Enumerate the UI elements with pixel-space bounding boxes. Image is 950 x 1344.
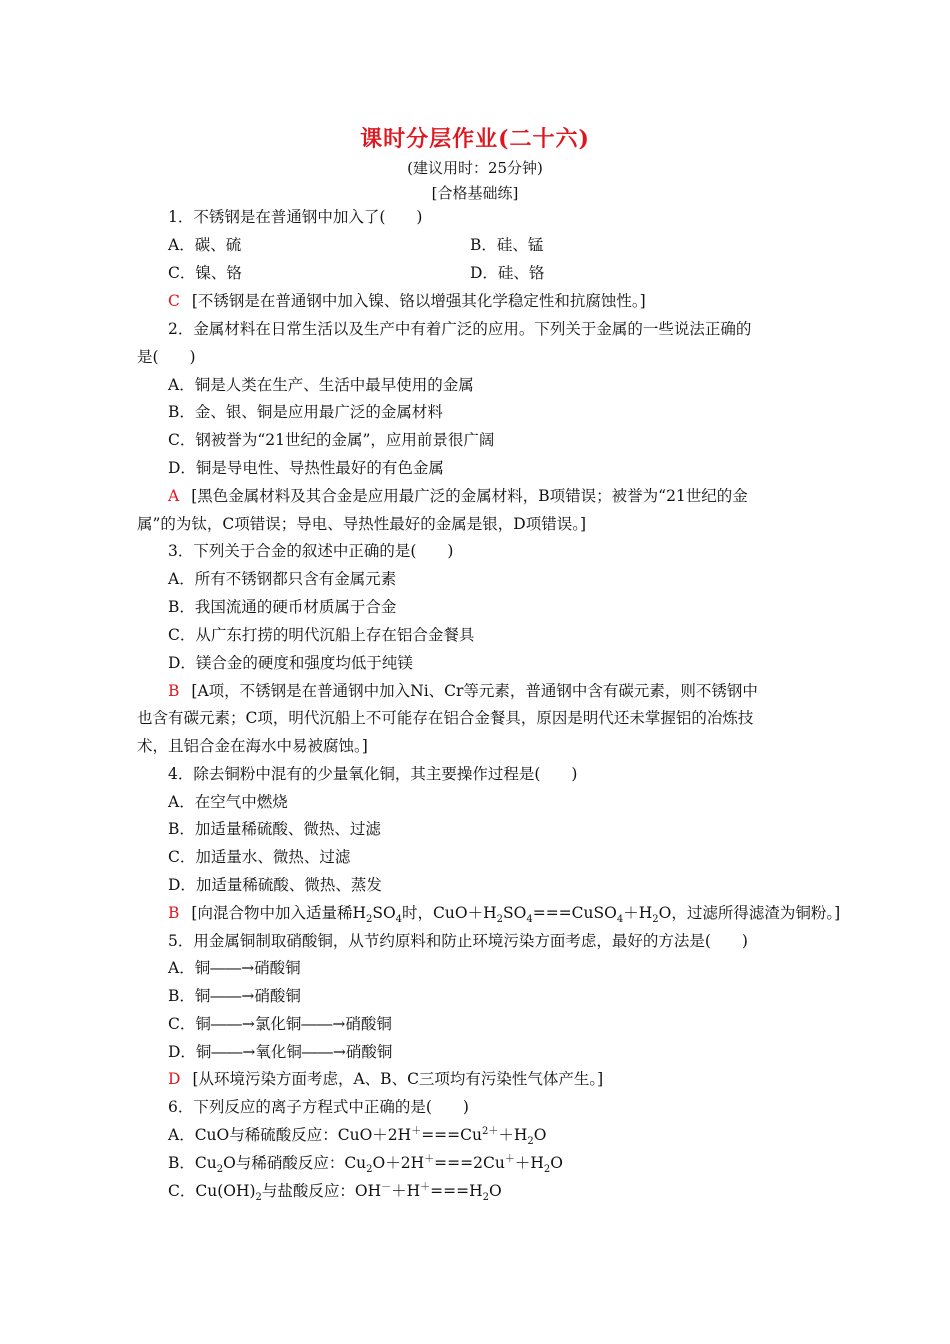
q5-answer-line (168, 1069, 603, 1089)
q5-option-d: D．铜――→氧化铜――→硝酸铜 (168, 1043, 393, 1061)
q3-option-b: B．我国流通的硬币材质属于合金 (168, 598, 397, 616)
q1-option-a: A．碳、硫 (168, 236, 242, 254)
q3-explanation-line1: [A项，不锈钢是在普通钢中加入Ni、Cr等元素，普通钢中含有碳元素，则不锈钢中 (191, 682, 758, 700)
q2-answer: A (168, 487, 180, 505)
q1-option-c: C．镍、铬 (168, 264, 242, 282)
q4-stem: 4．除去铜粉中混有的少量氧化铜，其主要操作过程是( ) (168, 765, 578, 783)
q1-option-d: D．硅、铬 (470, 264, 545, 282)
q5-answer: D (168, 1070, 181, 1088)
q6-stem: 6．下列反应的离子方程式中正确的是( ) (168, 1098, 469, 1116)
q2-option-a: A．铜是人类在生产、生活中最早使用的金属 (168, 376, 474, 394)
time-suggestion: (建议用时：25分钟) (407, 159, 543, 177)
q4-explanation: [向混合物中加入适量稀$H_2SO_4$时，$CuO+H_2SO_4===CuSO_4+H_2O$，过滤所得滤渣为铜粉。] (191, 904, 841, 926)
q2-option-d: D．铜是导电性、导热性最好的有色金属 (168, 459, 444, 477)
q3-answer: B (168, 682, 180, 700)
q2-stem-line1: 2．金属材料在日常生活以及生产中有着广泛的应用。下列关于金属的一些说法正确的 (168, 320, 752, 338)
q3-stem: 3．下列关于合金的叙述中正确的是( ) (168, 542, 454, 560)
q5-stem: 5．用金属铜制取硝酸铜，从节约原料和防止环境污染方面考虑，最好的方法是( ) (168, 932, 748, 950)
q4-option-b: B．加适量稀硫酸、微热、过滤 (168, 820, 381, 838)
q2-explanation-line1: [黑色金属材料及其合金是应用最广泛的金属材料，B项错误；被誉为“21世纪的金 (191, 487, 748, 505)
q6-option-c: C．$Cu(OH)_2$与盐酸反应：$OH^-+H^+===H_2O$ (168, 1181, 502, 1204)
q1-answer-line (168, 291, 646, 311)
q4-option-d: D．加适量稀硫酸、微热、蒸发 (168, 876, 382, 894)
q1-option-b: B．硅、锰 (470, 236, 544, 254)
q2-explanation-line2: 属”的为钛，C项错误；导电、导热性最好的金属是银，D项错误。] (137, 515, 587, 533)
q1-stem: 1．不锈钢是在普通钢中加入了( ) (168, 208, 423, 226)
q1-explanation: [不锈钢是在普通钢中加入镍、铬以增强其化学稳定性和抗腐蚀性。] (191, 292, 646, 310)
q1-answer: C (168, 292, 180, 310)
q5-option-a: A．铜――→硝酸铜 (168, 959, 301, 977)
q6-option-a: A．CuO与稀硫酸反应：$CuO+2H^+===Cu^{2+}+H_2O$ (168, 1125, 547, 1148)
q4-option-a: A．在空气中燃烧 (168, 793, 288, 811)
q2-option-c: C．钢被誉为“21世纪的金属”，应用前景很广阔 (168, 431, 495, 449)
q3-explanation-line3: 术，且铝合金在海水中易被腐蚀。] (137, 737, 368, 755)
q4-option-c: C．加适量水、微热、过滤 (168, 848, 351, 866)
q4-answer: B (168, 904, 180, 922)
q3-explanation-line2: 也含有碳元素；C项，明代沉船上不可能存在铝合金餐具，原因是明代还未掌握铝的冶炼技 (137, 709, 754, 727)
q6-option-b: B．$Cu_2O$与稀硝酸反应：$Cu_2O+2H^+===2Cu^++H_2O$ (168, 1153, 563, 1176)
q4-answer-line (168, 903, 841, 926)
q3-option-d: D．镁合金的硬度和强度均低于纯镁 (168, 654, 413, 672)
section-heading: [合格基础练] (431, 184, 519, 202)
q5-option-b: B．铜――→硝酸铜 (168, 987, 301, 1005)
page-title: 课时分层作业(二十六) (360, 126, 590, 152)
q2-stem-line2: 是( ) (137, 348, 196, 366)
q3-answer-line (168, 681, 758, 701)
q3-option-c: C．从广东打捞的明代沉船上存在铝合金餐具 (168, 626, 475, 644)
q3-option-a: A．所有不锈钢都只含有金属元素 (168, 570, 397, 588)
q5-explanation: [从环境污染方面考虑，A、B、C三项均有污染性气体产生。] (192, 1070, 604, 1088)
q2-answer-line (168, 486, 748, 506)
q5-option-c: C．铜――→氯化铜――→硝酸铜 (168, 1015, 392, 1033)
q2-option-b: B．金、银、铜是应用最广泛的金属材料 (168, 403, 443, 421)
